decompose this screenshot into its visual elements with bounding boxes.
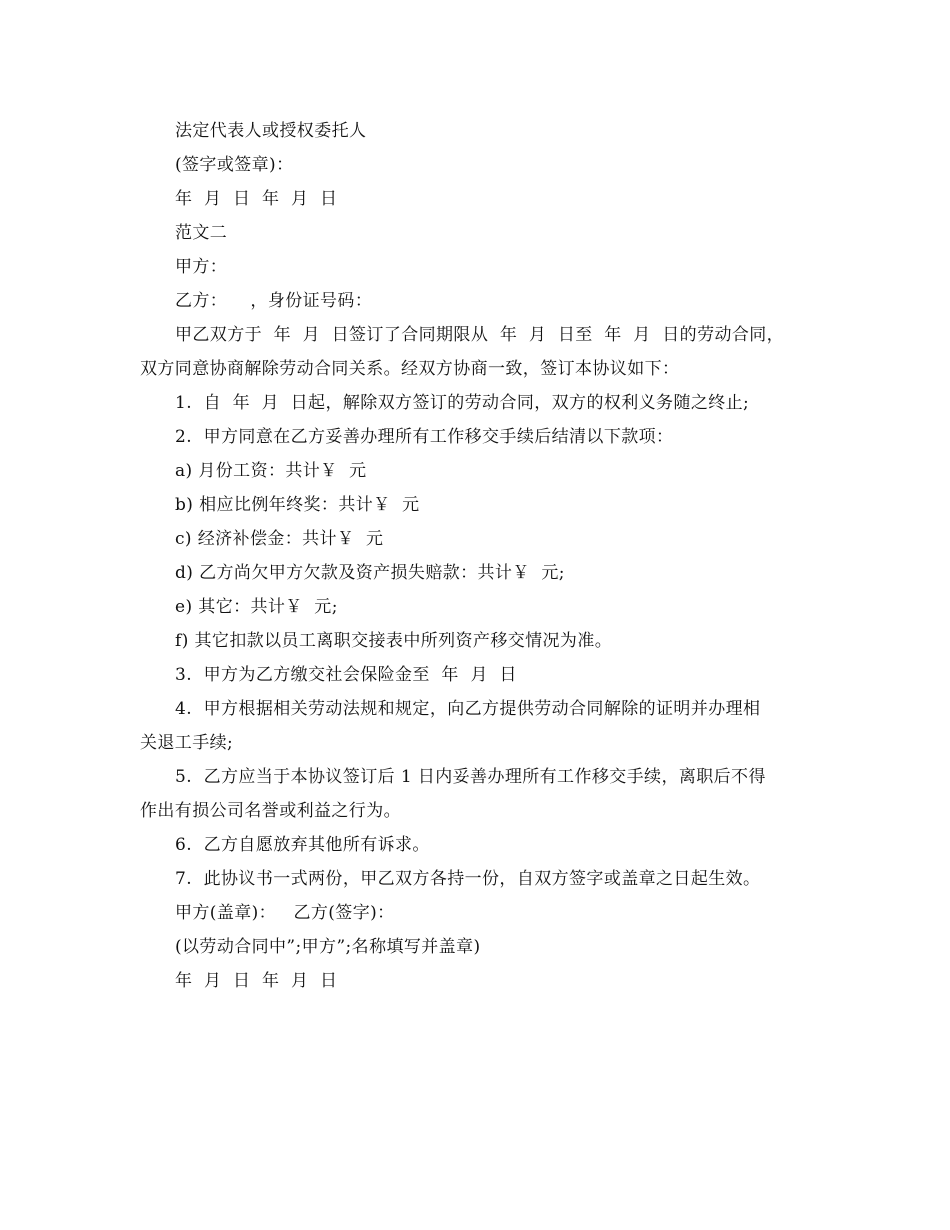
clause-6: 6. 乙方自愿放弃其他所有诉求。 bbox=[175, 835, 430, 855]
paragraph-intro-line-1: 甲乙双方于 年 月 日签订了合同期限从 年 月 日至 年 月 日的劳动合同， bbox=[175, 325, 785, 345]
text-line-party-a: 甲方： bbox=[175, 257, 228, 277]
section-heading-sample-2: 范文二 bbox=[175, 223, 228, 243]
clause-2: 2. 甲方同意在乙方妥善办理所有工作移交手续后结清以下款项： bbox=[175, 427, 674, 447]
paragraph-intro-line-2: 双方同意协商解除劳动合同关系。经双方协商一致，签订本协议如下： bbox=[140, 359, 680, 379]
text-line-date-1: 年 月 日 年 月 日 bbox=[175, 189, 338, 209]
text-line-seal-note: (以劳动合同中”;甲方”;名称填写并盖章) bbox=[175, 937, 481, 957]
text-line-seal-signature: 甲方(盖章)： 乙方(签字)： bbox=[175, 903, 395, 923]
clause-3: 3. 甲方为乙方缴交社会保险金至 年 月 日 bbox=[175, 665, 517, 685]
clause-2-item-d: d) 乙方尚欠甲方欠款及资产损失赔款：共计￥ 元; bbox=[175, 563, 565, 583]
clause-1: 1. 自 年 月 日起，解除双方签订的劳动合同，双方的权利义务随之终止; bbox=[175, 393, 750, 413]
clause-4-line-2: 关退工手续; bbox=[140, 733, 234, 753]
clause-2-item-e: e) 其它：共计￥ 元; bbox=[175, 597, 338, 617]
clause-7: 7. 此协议书一式两份，甲乙双方各持一份，自双方签字或盖章之日起生效。 bbox=[175, 869, 761, 889]
clause-2-item-a: a) 月份工资：共计￥ 元 bbox=[175, 461, 367, 481]
clause-2-item-b: b) 相应比例年终奖：共计￥ 元 bbox=[175, 495, 420, 515]
text-line-party-b: 乙方： ，身份证号码： bbox=[175, 291, 373, 311]
clause-2-item-f: f) 其它扣款以员工离职交接表中所列资产移交情况为准。 bbox=[175, 631, 613, 651]
clause-5-line-1: 5. 乙方应当于本协议签订后 1 日内妥善办理所有工作移交手续，离职后不得 bbox=[175, 767, 766, 787]
text-line-legal-representative: 法定代表人或授权委托人 bbox=[175, 121, 367, 141]
text-line-signature: (签字或签章)： bbox=[175, 155, 294, 175]
clause-4-line-1: 4. 甲方根据相关劳动法规和规定，向乙方提供劳动合同解除的证明并办理相 bbox=[175, 699, 761, 719]
text-line-date-2: 年 月 日 年 月 日 bbox=[175, 971, 338, 991]
clause-5-line-2: 作出有损公司名誉或利益之行为。 bbox=[140, 801, 401, 821]
clause-2-item-c: c) 经济补偿金：共计￥ 元 bbox=[175, 529, 384, 549]
